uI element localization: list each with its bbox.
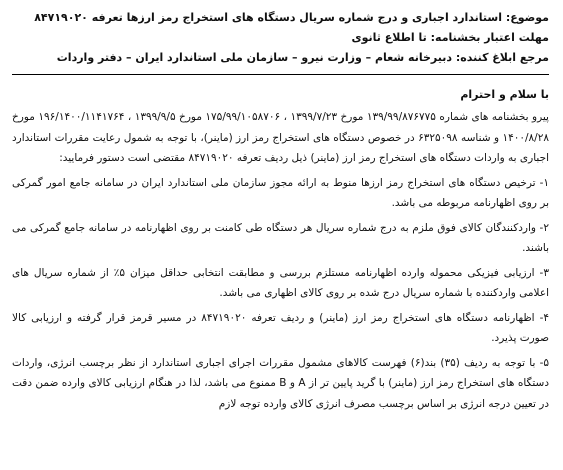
authority-line [12, 48, 549, 68]
paragraph-intro: پیرو بخشنامه های شماره ۱۳۹/۹۹/۸۷۶۷۷۵ مورخ ۱۳۹۹/۷/۲۳ ، ۱۷۵/۹۹/۱۰۵۸۷۰۶ مورخ ۱۳۹۹/۹/۵ ، ۱۹۶/۱۴۰۰/۱۱۴۱۷۶۴ مورخ ۱۴۰۰/۸/۲۸ و شناسه ۶۳۲۵۰۹۸ در خصوص دستگاه های استخراج رمز ارز (ماینر)، با توجه به شمول رعایت مقررات استاندارد اجباری به واردات دستگاه های استخراج رمز ارز (ماینر) ذیل ردیف تعرفه ۸۴۷۱۹۰۲۰ مقتضی است دستور فرمایید: [12, 111, 549, 164]
paragraph-item-4: ۴- اظهارنامه دستگاه های استخراج رمز ارز (ماینر) و ردیف تعرفه ۸۴۷۱۹۰۲۰ در مسیر قرمز قرار گرفته و ارزیابی کالا صورت پذیرد. [12, 311, 550, 344]
paragraph-item-5: ۵- با توجه به ردیف (۳۵) بند(۶) فهرست کالاهای مشمول مقررات اجرای اجباری استاندارد از نظر برچسب انرژی، واردات دستگاه های استخراج رمز ارز (ماینر) با گرید پایین تر از A و B ممنوع می باشد، لذا در هنگام ارزیابی کالای وارده ضمن دقت در تعیین درجه انرژی بر اساس برچسب مصرف انرژی کالای وارده توجه لازم [12, 356, 549, 410]
subject-label: موضوع: [505, 11, 549, 24]
greeting: با سلام و احترام [460, 88, 549, 101]
subject-line [12, 8, 549, 28]
deadline-value: تا اطلاع ثانوی [351, 31, 427, 44]
paragraph-item-2: ۲- واردکنندگان کالای فوق ملزم به درج شماره سریال هر دستگاه طی کامنت بر روی اظهارنامه در سامانه جامع گمرکی می باشند. [12, 221, 549, 254]
deadline-label: مهلت اعتبار بخشنامه: [430, 31, 549, 44]
authority-label: مرجع ابلاغ کننده: [455, 51, 549, 64]
header-divider [12, 74, 549, 75]
paragraph-item-1: ۱- ترخیص دستگاه های استخراج رمز ارزها منوط به ارائه مجوز سازمان ملی استاندارد ایران در سامانه جامع امور گمرکی بر روی اظهارنامه مربوطه می باشد. [12, 176, 549, 209]
subject-value: استاندارد اجباری و درج شماره سریال دستگاه های استخراج رمز ارزها تعرفه ۸۴۷۱۹۰۲۰ [34, 11, 502, 24]
authority-value: دبیرخانه شعام – وزارت نیرو – سازمان ملی استاندارد ایران – دفتر واردات [56, 51, 452, 64]
paragraph-item-3: ۳- ارزیابی فیزیکی محموله وارده اظهارنامه مستلزم بررسی و مطابقت انتخابی حداقل میزان ۵٪ از شماره سریال های اعلامی واردکننده با شماره سریال درج شده بر روی کالای اظهاری می باشد. [12, 266, 549, 299]
deadline-line [12, 28, 549, 48]
